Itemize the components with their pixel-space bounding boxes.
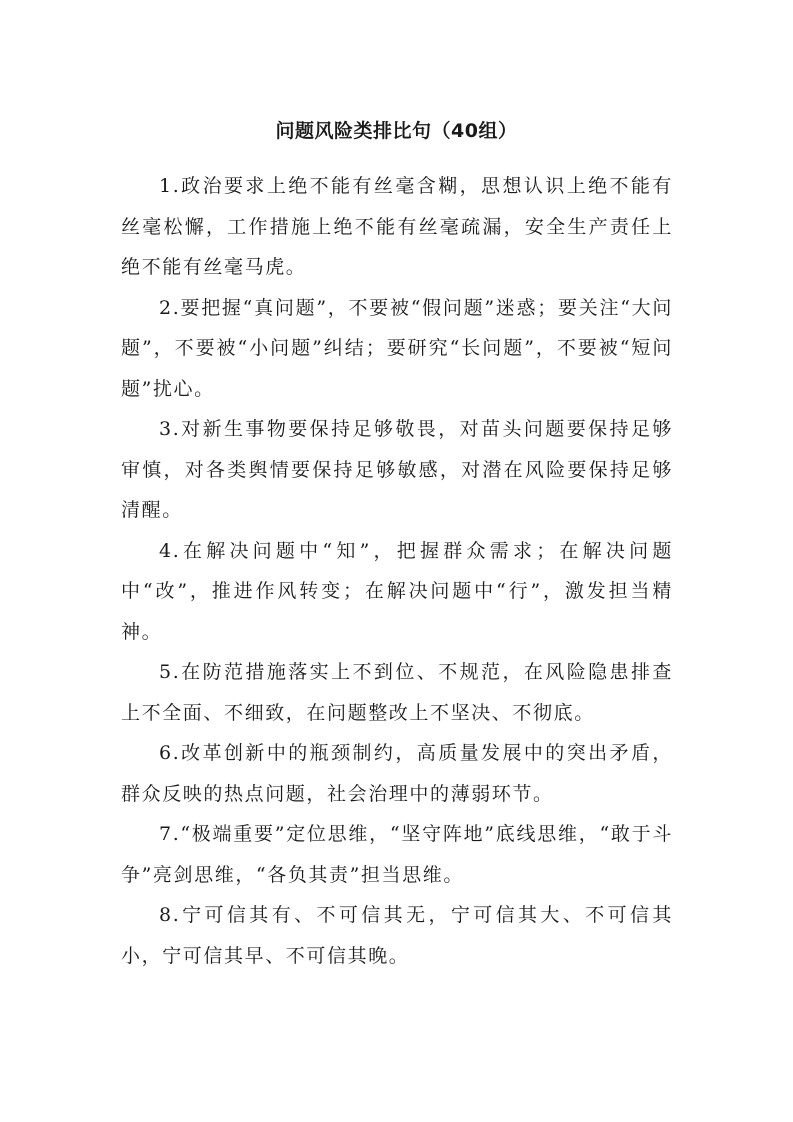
paragraph-2: 2.要把握“真问题”，不要被“假问题”迷惑；要关注“大问题”，不要被“小问题”纠结；要研究“长问题”，不要被“短问题”扰心。 xyxy=(121,296,673,400)
paragraph-5: 5.在防范措施落实上不到位、不规范，在风险隐患排查上不全面、不细致，在问题整改上不坚决、不彻底。 xyxy=(121,661,673,724)
paragraph-4: 4.在解决问题中“知”，把握群众需求；在解决问题中“改”，推进作风转变；在解决问题中“行”，激发担当精神。 xyxy=(121,539,673,643)
paragraph-8: 8.宁可信其有、不可信其无，宁可信其大、不可信其小，宁可信其早、不可信其晚。 xyxy=(121,904,673,967)
paragraph-3: 3.对新生事物要保持足够敬畏，对苗头问题要保持足够审慎，对各类舆情要保持足够敏感，对潜在风险要保持足够清醒。 xyxy=(121,418,673,521)
document-body xyxy=(121,166,673,976)
paragraph-1: 1.政治要求上绝不能有丝毫含糊，思想认识上绝不能有丝毫松懈，工作措施上绝不能有丝毫疏漏，安全生产责任上绝不能有丝毫马虎。 xyxy=(121,175,673,278)
document-title: 问题风险类排比句（40组） xyxy=(275,120,518,142)
paragraph-6: 6.改革创新中的瓶颈制约，高质量发展中的突出矛盾，群众反映的热点问题，社会治理中的薄弱环节。 xyxy=(121,742,673,805)
paragraph-7: 7.“极端重要”定位思维，“坚守阵地”底线思维，“敢于斗争”亮剑思维，“各负其责”担当思维。 xyxy=(121,823,673,886)
